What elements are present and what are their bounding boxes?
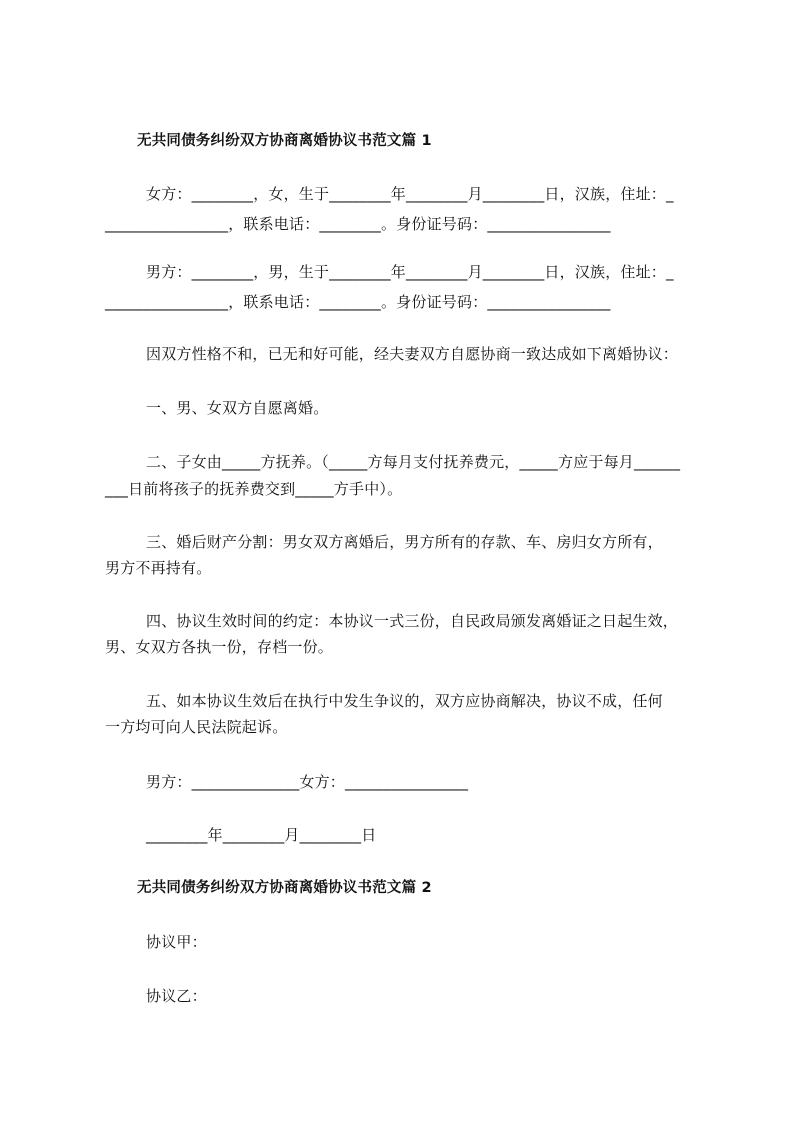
- clause-4-line-1: 四、协议生效时间的约定：本协议一式三份，自民政局颁发离婚证之日起生效，: [146, 612, 679, 630]
- female-info-line-2: ________________，联系电话：________。身份证号码：________________: [105, 215, 611, 233]
- male-info-line-1: 男方：________，男，生于________年________月________日，汉族，住址：_: [146, 263, 674, 281]
- clause-2-line-1: 二、子女由_____方抚养。（_____方每月支付抚养费元，_____方应于每月______: [146, 453, 681, 471]
- party-b-label: 协议乙：: [146, 987, 207, 1005]
- clause-5-line-2: 一方均可向人民法院起诉。: [105, 718, 288, 736]
- clause-1: 一、男、女双方自愿离婚。: [146, 399, 329, 417]
- clause-3-line-2: 男方不再持有。: [105, 559, 212, 577]
- clause-4-line-2: 男、女双方各执一份，存档一份。: [105, 638, 334, 656]
- party-a-label: 协议甲：: [146, 933, 207, 951]
- section-2-title: 无共同债务纠纷双方协商离婚协议书范文篇 2: [137, 880, 432, 896]
- clause-2-line-2: ___日前将孩子的抚养费交到_____方手中）。: [105, 480, 403, 498]
- female-info-line-1: 女方：________，女，生于________年________月________日，汉族，住址：_: [146, 185, 674, 203]
- signature-line: 男方：______________女方：________________: [146, 773, 469, 791]
- section-1-title: 无共同债务纠纷双方协商离婚协议书范文篇 1: [137, 133, 432, 149]
- date-line: ________年________月________日: [146, 826, 377, 844]
- male-info-line-2: ________________，联系电话：________。身份证号码：________________: [105, 293, 611, 311]
- clause-5-line-1: 五、如本协议生效后在执行中发生争议的，双方应协商解决，协议不成，任何: [146, 692, 663, 710]
- clause-3-line-1: 三、婚后财产分割：男女双方离婚后，男方所有的存款、车、房归女方所有，: [146, 533, 663, 551]
- intro-paragraph: 因双方性格不和，已无和好可能，经夫妻双方自愿协商一致达成如下离婚协议：: [146, 345, 679, 363]
